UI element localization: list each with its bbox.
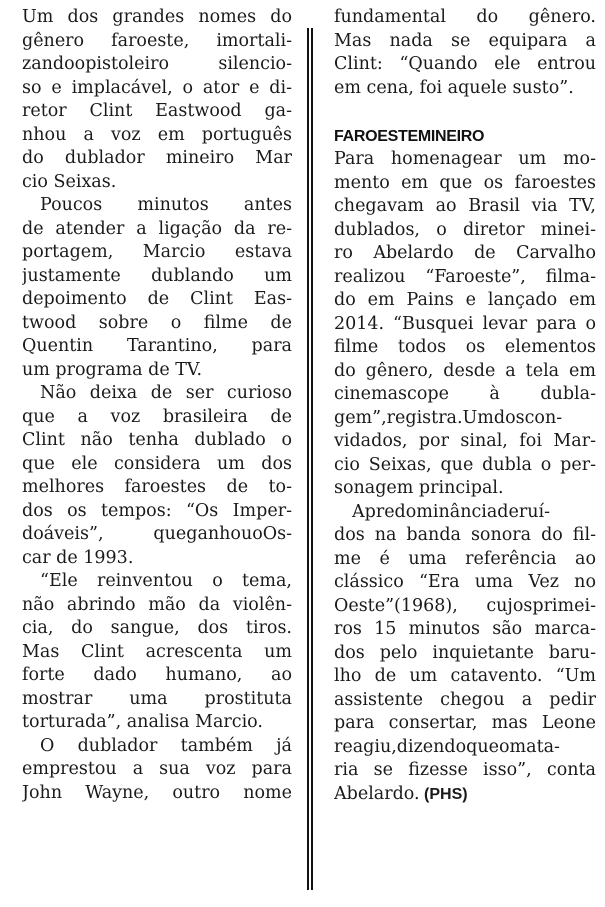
text-line: zandoopistoleiro silencio- bbox=[22, 54, 292, 74]
text-line: twood sobre o filme de bbox=[22, 312, 292, 333]
text-line: cio Seixas. bbox=[22, 171, 117, 192]
text-line: não abrindo mão da violên- bbox=[22, 594, 292, 615]
text-line: Não deixa de ser curioso bbox=[40, 383, 292, 403]
text-line: torturada”, analisa Marcio. bbox=[22, 712, 263, 732]
text-line: mostrar uma prostituta bbox=[22, 688, 292, 709]
text-line: portagem, Marcio estava bbox=[22, 242, 292, 262]
text-line: dos pelo inquietante baru- bbox=[334, 642, 596, 663]
text-line: cinemascope à dubla- bbox=[334, 384, 596, 404]
text-line: Abelardo. (PHS) bbox=[334, 783, 468, 804]
text-line: 2014. “Busquei levar para o bbox=[334, 313, 596, 334]
text-line: car de 1993. bbox=[22, 547, 134, 568]
text-line: Poucos minutos antes bbox=[40, 195, 292, 215]
text-line: mento em que os faroestes bbox=[334, 172, 596, 193]
text-line: dos na banda sonora do fil- bbox=[334, 525, 596, 545]
text-line: me é uma referência ao bbox=[334, 548, 596, 569]
text-line: forte dado humano, ao bbox=[22, 665, 292, 685]
text-line: clássico “Era uma Vez no bbox=[334, 572, 596, 592]
text-line: gem”,registra.Umdoscon- bbox=[334, 407, 563, 428]
text-line: dublados, o diretor minei- bbox=[334, 219, 596, 240]
text-line: sonagem principal. bbox=[334, 478, 504, 498]
text-line: Clint não tenha dublado o bbox=[22, 430, 292, 450]
text-line: Clint: “Quando ele entrou bbox=[334, 54, 596, 74]
text-line: ro Abelardo de Carvalho bbox=[334, 243, 596, 263]
text-line: fundamental do gênero. bbox=[334, 7, 596, 27]
text-line: reagiu,dizendoqueomata- bbox=[334, 736, 560, 757]
text-line: realizou “Faroeste”, filma- bbox=[334, 266, 596, 287]
text-line: nhou a voz em português bbox=[22, 124, 292, 145]
section-heading: FAROESTEMINEIRO bbox=[334, 128, 485, 145]
text-line: melhores faroestes de to- bbox=[22, 477, 292, 497]
text-line: um programa de TV. bbox=[22, 359, 203, 380]
text-line: dos os tempos: “Os Imper- bbox=[22, 500, 292, 521]
text-line: para consertar, mas Leone bbox=[334, 713, 596, 733]
right-column bbox=[334, 6, 596, 806]
text-line: Um dos grandes nomes do bbox=[22, 7, 292, 27]
text-line: de atender a ligação da re- bbox=[22, 218, 292, 239]
text-line: retor Clint Eastwood ga- bbox=[22, 101, 292, 121]
text-line: Apredominânciaderuí- bbox=[352, 501, 551, 522]
text-line: cia, do sangue, dos tiros. bbox=[22, 618, 292, 638]
text-line: em cena, foi aquele susto”. bbox=[334, 77, 574, 98]
text-line: Quentin Tarantino, para bbox=[22, 336, 292, 356]
column-divider bbox=[307, 28, 313, 890]
text-line: do gênero, desde a tela em bbox=[334, 360, 596, 381]
text-line: que ele considera um dos bbox=[22, 453, 292, 474]
text-line: ria se fizesse isso”, conta bbox=[334, 760, 596, 780]
text-line: filme todos os elementos bbox=[334, 337, 596, 357]
text-line: Mas Clint acrescenta um bbox=[22, 641, 292, 662]
text-line: “Ele reinventou o tema, bbox=[40, 571, 292, 591]
author-signature: (PHS) bbox=[419, 785, 468, 803]
text-line: Mas nada se equipara a bbox=[334, 30, 596, 51]
left-column bbox=[22, 6, 292, 805]
text-line: ros 15 minutos são marca- bbox=[334, 619, 596, 639]
text-line: emprestou a sua voz para bbox=[22, 759, 292, 779]
text-line: justamente dublando um bbox=[22, 265, 292, 286]
text-line: John Wayne, outro nome bbox=[22, 782, 292, 803]
text-line: lho de um catavento. “Um bbox=[334, 666, 596, 686]
text-line: do em Pains e lançado em bbox=[334, 290, 596, 310]
text-line: O dublador também já bbox=[40, 735, 292, 756]
text-line: gênero faroeste, imortali- bbox=[22, 30, 292, 51]
text-line: depoimento de Clint Eas- bbox=[22, 289, 292, 309]
text-line: que a voz brasileira de bbox=[22, 406, 292, 427]
text-line: do dublador mineiro Mar bbox=[22, 148, 292, 168]
text-line: doáveis”, queganhouoOs- bbox=[22, 524, 292, 544]
text-line: assistente chegou a pedir bbox=[334, 689, 596, 710]
right-column-continuation bbox=[334, 6, 596, 100]
section-body bbox=[334, 148, 596, 806]
text-line: chegavam ao Brasil via TV, bbox=[334, 196, 596, 216]
text-line: vidados, por sinal, foi Mar- bbox=[334, 431, 596, 451]
text-line: Para homenagear um mo- bbox=[334, 149, 596, 169]
text-line: cio Seixas, que dubla o per- bbox=[334, 454, 596, 475]
text-line: so e implacável, o ator e di- bbox=[22, 77, 292, 98]
text-line: Oeste”(1968), cujosprimei- bbox=[334, 595, 596, 616]
